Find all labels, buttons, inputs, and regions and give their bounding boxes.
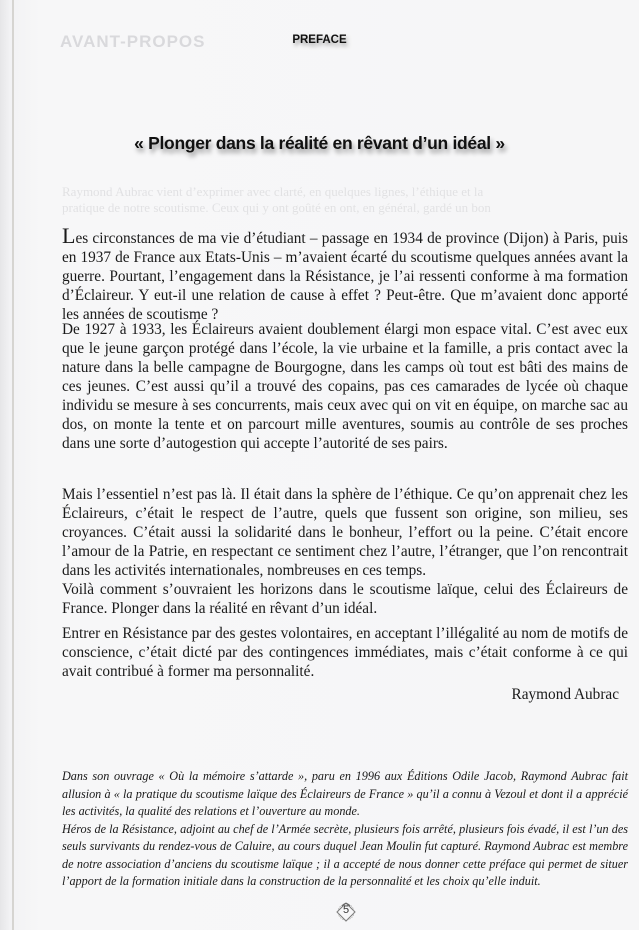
body-paragraph [62, 624, 628, 681]
body-paragraph [62, 320, 628, 453]
paragraph-text: Voilà comment s’ouvraient les horizons dans le scoutisme laïque, celui des Éclaireurs de France. Plonger dans la réalité en rêvant d’un idéal. [62, 581, 628, 617]
dropcap: L [62, 223, 76, 248]
show-through-line: pratique de notre scoutisme. Ceux qui y ont goûté en ont, en général, gardé un bon [62, 200, 491, 215]
page-folio [334, 900, 358, 924]
author-signature: Raymond Aubrac [511, 686, 619, 703]
note-paragraph: Dans son ouvrage « Où la mémoire s’attarde », paru en 1996 aux Éditions Odile Jacob, Raymond Aubrac fait allusion à « la pratique du scoutisme laïque des Éclaireurs de France » qu’il a connu à Vezoul et dont il a apprécié les activités, la qualité des relations et l’ouverture au monde. [62, 769, 628, 818]
paragraph-text: Mais l’essentiel n’est pas là. Il était dans la sphère de l’éthique. Ce qu’on apprenait chez les Éclaireurs, c’était le respect de l’autre, quels que fussent son origine, son milieu, ses croyances. C’était aussi la solidarité dans le bonheur, l’effort ou la peine. C’était encore l’amour de la Patrie, en respectant ce sentiment chez l’autre, l’étranger, que l’on rencontrait dans les activités internationales, nombreuses en ces temps. [62, 486, 628, 579]
paragraph-text: De 1927 à 1933, les Éclaireurs avaient doublement élargi mon espace vital. C’est avec eux que le jeune garçon protégé dans l’école, la vie urbaine et la famille, a pris contact avec la nature dans la belle campagne de Bourgogne, dans les camps où tout est bâti des mains de ces jeunes. C’est aussi qu’il a trouvé des copains, pas ces camarades de lycée où chaque individu se mesure à ses concurrents, mais ceux avec qui on vit en équipe, on marche sac au dos, on monte la tente et on parcourt mille aventures, soumis au contrôle de ses proches dans une sorte d’autogestion qui accepte l’autorité de ses pairs. [62, 321, 628, 452]
editor-note [62, 768, 628, 891]
body-paragraph [62, 580, 628, 618]
section-label: PREFACE [292, 34, 347, 46]
paragraph-text: es circonstances de ma vie d’étudiant – passage en 1934 de province (Dijon) à Paris, puis en 1937 de France aux Etats-Unis – m’avaient écarté du scoutisme quelques années avant la guerre. Pourtant, l’engagement dans la Résistance, je l’ai ressenti conforme à ma formation d’Éclaireur. Y eut-il une relation de cause à effet ? Peut-être. Que m’avaient donc apporté les années de scoutisme ? [62, 230, 628, 323]
show-through-heading: AVANT-PROPOS [60, 32, 206, 51]
show-through-line: Raymond Aubrac vient d’exprimer avec clarté, en quelques lignes, l’éthique et la [62, 184, 484, 199]
body-paragraph [62, 485, 628, 580]
paragraph-text: Entrer en Résistance par des gestes volontaires, en acceptant l’illégalité au nom de motifs de conscience, c’était dicté par des contingences immédiates, mais c’était conforme à ce qui avait contribué à former ma personnalité. [62, 625, 628, 680]
note-paragraph: Héros de la Résistance, adjoint au chef de l’Armée secrète, plusieurs fois arrêté, plusieurs fois évadé, il est l’un des seuls survivants du rendez-vous de Caluire, au cours duquel Jean Moulin fut capturé. Raymond Aubrac est membre de notre association d’anciens du scoutisme laïque ; il a accepté de nous donner cette préface qui permet de situer l’apport de la formation initiale dans la construction de la personnalité et les choix qu’elle induit. [62, 821, 628, 888]
page-title: « Plonger dans la réalité en rêvant d’un idéal » [134, 133, 505, 153]
body-paragraph [62, 223, 628, 324]
page-number: 5 [342, 904, 350, 916]
